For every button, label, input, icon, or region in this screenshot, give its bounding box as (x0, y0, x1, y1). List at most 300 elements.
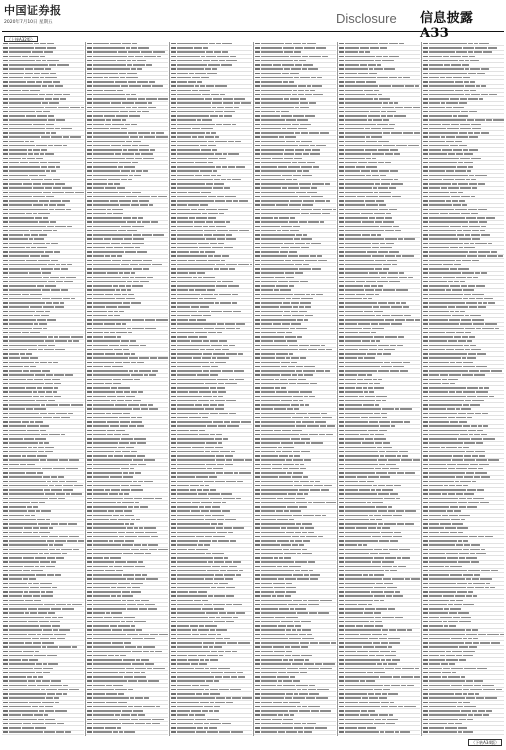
row-cell (213, 187, 223, 189)
row-text (9, 447, 27, 449)
row-cell (296, 366, 303, 368)
row-text (177, 81, 187, 83)
row-cell (380, 175, 386, 177)
row-number (3, 706, 8, 708)
row-text (93, 124, 104, 126)
row-number (3, 43, 8, 45)
row-cell (192, 502, 200, 504)
row-number (87, 107, 92, 109)
row-number (87, 489, 92, 491)
row-cell (116, 353, 123, 355)
row-text (9, 481, 46, 483)
row-cell (138, 391, 143, 393)
row-text (93, 481, 132, 483)
row-cell (56, 493, 65, 495)
row-number (87, 417, 92, 419)
row-cell (289, 345, 298, 347)
row-cell (48, 400, 55, 402)
row-text (345, 353, 366, 355)
row-cell (374, 383, 380, 385)
row-number (339, 570, 344, 572)
row-text (345, 370, 377, 372)
row-cell (23, 723, 31, 725)
row-cell (219, 60, 225, 62)
row-text (261, 340, 273, 342)
row-number (87, 319, 92, 321)
row-text (261, 570, 294, 572)
row-text (9, 192, 42, 194)
row-text (9, 570, 22, 572)
row-cell (374, 515, 381, 517)
row-text (177, 196, 207, 198)
row-cell (121, 243, 131, 245)
row-cell (294, 723, 301, 725)
row-cell (42, 468, 52, 470)
row-cell (39, 502, 45, 504)
row-cell (58, 689, 68, 691)
row-text (93, 332, 103, 334)
row-cell (378, 345, 389, 347)
row-text (9, 498, 48, 500)
row-cell (231, 421, 240, 423)
row-cell (207, 731, 218, 733)
row-text (261, 77, 293, 79)
row-cell (378, 149, 389, 151)
row-number (87, 400, 92, 402)
row-cell (374, 595, 385, 597)
row-text (9, 697, 45, 699)
row-cell (376, 489, 381, 491)
row-cell (479, 43, 489, 45)
row-number (339, 289, 344, 291)
row-cell (327, 425, 335, 427)
row-number (339, 379, 344, 381)
row-cell (120, 421, 130, 423)
row-cell (156, 132, 164, 134)
row-cell (358, 727, 366, 729)
row-number (87, 213, 92, 215)
row-cell (390, 540, 398, 542)
row-cell (280, 306, 292, 308)
row-cell (291, 357, 299, 359)
row-cell (125, 124, 130, 126)
row-cell (134, 544, 141, 546)
row-cell (375, 625, 383, 627)
row-text (261, 434, 299, 436)
row-number (87, 455, 92, 457)
row-cell (303, 370, 315, 372)
row-cell (105, 255, 110, 257)
row-text (345, 544, 357, 546)
row-cell (281, 374, 291, 376)
row-text (261, 668, 286, 670)
row-cell (124, 493, 129, 495)
row-cell (318, 260, 327, 262)
row-cell (33, 391, 37, 393)
row-text (177, 268, 213, 270)
row-cell (205, 136, 214, 138)
row-cell (132, 638, 143, 640)
row-text (93, 357, 128, 359)
row-cell (225, 651, 231, 653)
row-cell (158, 357, 168, 359)
row-cell (48, 281, 55, 283)
row-cell (112, 119, 121, 121)
row-cell (127, 328, 131, 330)
row-cell (283, 468, 288, 470)
row-cell (152, 719, 164, 721)
row-cell (399, 277, 407, 279)
row-number (3, 489, 8, 491)
row-number (3, 141, 8, 143)
row-text (345, 319, 384, 321)
row-number (3, 485, 8, 487)
row-text (345, 532, 380, 534)
row-cell (41, 166, 47, 168)
row-text (345, 47, 359, 49)
row-cell (300, 536, 305, 538)
row-cell (301, 655, 312, 657)
row-cell (233, 459, 244, 461)
row-cell (114, 247, 123, 249)
row-cell (380, 651, 390, 653)
row-cell (59, 629, 70, 631)
row-text (177, 502, 191, 504)
row-cell (122, 379, 133, 381)
row-cell (112, 238, 123, 240)
row-cell (126, 668, 134, 670)
row-cell (380, 676, 392, 678)
row-cell (34, 238, 44, 240)
row-text (9, 625, 39, 627)
row-cell (356, 625, 363, 627)
row-cell (219, 612, 226, 614)
row-text (93, 523, 124, 525)
row-number (87, 651, 92, 653)
row-number (171, 689, 176, 691)
row-cell (375, 183, 380, 185)
listing-row (2, 731, 84, 735)
row-number (87, 145, 92, 147)
row-number (87, 85, 92, 87)
row-number (255, 731, 260, 733)
row-cell (308, 604, 319, 606)
row-cell (130, 523, 134, 525)
row-cell (120, 515, 124, 517)
row-cell (70, 136, 81, 138)
row-text (177, 319, 188, 321)
row-cell (300, 434, 308, 436)
row-text (93, 302, 122, 304)
row-cell (322, 56, 328, 58)
row-cell (195, 332, 207, 334)
row-cell (106, 702, 117, 704)
row-number (3, 328, 8, 330)
row-cell (58, 107, 69, 109)
row-cell (310, 578, 318, 580)
row-text (9, 430, 26, 432)
row-cell (41, 591, 45, 593)
row-text (177, 132, 205, 134)
row-cell (126, 447, 134, 449)
row-text (93, 566, 108, 568)
row-cell (274, 340, 286, 342)
row-text (345, 166, 355, 168)
row-cell (132, 217, 137, 219)
row-cell (36, 111, 42, 113)
row-number (339, 298, 344, 300)
row-cell (289, 455, 293, 457)
row-cell (191, 710, 201, 712)
row-cell (360, 714, 369, 716)
row-text (177, 281, 216, 283)
row-cell (389, 77, 397, 79)
row-cell (107, 209, 111, 211)
row-cell (113, 617, 123, 619)
row-cell (152, 85, 163, 87)
row-number (3, 659, 8, 661)
row-cell (408, 145, 419, 147)
row-cell (129, 472, 134, 474)
row-cell (49, 549, 55, 551)
row-number (87, 506, 92, 508)
row-cell (375, 468, 381, 470)
row-cell (130, 340, 136, 342)
row-number (87, 340, 92, 342)
row-text (345, 604, 357, 606)
row-cell (283, 566, 288, 568)
row-text (9, 523, 37, 525)
row-number (171, 340, 176, 342)
row-number (255, 119, 260, 121)
row-cell (378, 370, 389, 372)
row-cell (105, 124, 111, 126)
row-text (93, 557, 103, 559)
row-cell (212, 357, 216, 359)
row-cell (368, 387, 373, 389)
row-text (177, 608, 201, 610)
row-text (9, 98, 44, 100)
row-cell (322, 209, 332, 211)
row-text (9, 600, 24, 602)
row-cell (127, 289, 131, 291)
row-number (171, 90, 176, 92)
row-number (255, 289, 260, 291)
row-cell (55, 349, 65, 351)
row-cell (402, 455, 408, 457)
row-cell (293, 515, 302, 517)
row-text (9, 604, 43, 606)
row-cell (235, 141, 241, 143)
row-cell (391, 306, 402, 308)
row-cell (301, 570, 308, 572)
row-number (171, 238, 176, 240)
row-text (261, 387, 274, 389)
row-cell (54, 634, 66, 636)
listing-column (253, 42, 336, 736)
row-text (93, 162, 118, 164)
row-number (87, 566, 92, 568)
row-text (93, 268, 132, 270)
row-cell (386, 595, 392, 597)
row-cell (116, 391, 123, 393)
row-cell (379, 209, 388, 211)
row-text (261, 217, 273, 219)
row-cell (289, 251, 297, 253)
row-text (345, 685, 383, 687)
row-text (261, 706, 296, 708)
row-cell (105, 570, 115, 572)
row-number (3, 638, 8, 640)
row-cell (385, 455, 396, 457)
row-cell (123, 553, 133, 555)
row-number (255, 200, 260, 202)
row-cell (61, 417, 70, 419)
row-number (255, 651, 260, 653)
row-cell (218, 404, 224, 406)
row-cell (56, 557, 64, 559)
row-cell (33, 396, 39, 398)
row-cell (133, 238, 144, 240)
row-cell (204, 544, 210, 546)
row-cell (200, 659, 204, 661)
row-text (261, 315, 282, 317)
row-cell (23, 578, 28, 580)
row-text (261, 600, 292, 602)
row-text (9, 629, 42, 631)
row-number (255, 413, 260, 415)
row-cell (294, 60, 298, 62)
row-text (345, 145, 382, 147)
row-cell (192, 634, 199, 636)
row-cell (273, 64, 281, 66)
row-number (87, 226, 92, 228)
row-number (3, 115, 8, 117)
row-cell (204, 234, 212, 236)
row-cell (204, 727, 208, 729)
row-number (171, 281, 176, 283)
row-cell (48, 612, 55, 614)
row-text (177, 298, 198, 300)
row-cell (216, 285, 227, 287)
row-cell (206, 56, 216, 58)
row-cell (29, 162, 39, 164)
row-number (3, 366, 8, 368)
row-cell (405, 85, 414, 87)
row-cell (149, 549, 157, 551)
row-number (255, 179, 260, 181)
row-number (171, 370, 176, 372)
row-number (3, 421, 8, 423)
row-cell (290, 328, 295, 330)
row-cell (44, 179, 52, 181)
row-cell (33, 583, 39, 585)
row-number (339, 204, 344, 206)
row-cell (25, 141, 29, 143)
row-text (9, 638, 31, 640)
row-number (423, 107, 428, 109)
row-cell (308, 561, 315, 563)
row-cell (34, 315, 40, 317)
row-cell (200, 251, 204, 253)
row-number (87, 238, 92, 240)
row-cell (214, 595, 225, 597)
row-cell (54, 336, 58, 338)
row-cell (110, 476, 122, 478)
row-number (339, 591, 344, 593)
row-cell (285, 43, 292, 45)
row-text (9, 383, 44, 385)
row-cell (31, 247, 36, 249)
row-number (3, 175, 8, 177)
row-number (339, 472, 344, 474)
row-text (93, 336, 103, 338)
row-number (87, 438, 92, 440)
row-cell (128, 404, 139, 406)
row-cell (308, 668, 319, 670)
row-cell (358, 357, 363, 359)
row-cell (123, 149, 127, 151)
row-cell (374, 587, 386, 589)
row-text (9, 672, 35, 674)
row-cell (392, 578, 404, 580)
row-cell (370, 553, 378, 555)
row-text (93, 47, 125, 49)
row-number (255, 247, 260, 249)
row-cell (211, 366, 218, 368)
row-cell (395, 107, 403, 109)
row-cell (33, 506, 38, 508)
row-number (3, 56, 8, 58)
row-cell (223, 124, 231, 126)
row-text (261, 697, 284, 699)
row-cell (374, 68, 383, 70)
row-cell (378, 251, 388, 253)
row-cell (235, 379, 244, 381)
row-cell (368, 710, 375, 712)
row-number (3, 510, 8, 512)
row-cell (34, 600, 41, 602)
row-cell (141, 51, 152, 53)
row-cell (33, 196, 45, 198)
row-cell (401, 302, 406, 304)
row-cell (199, 625, 204, 627)
row-text (93, 323, 103, 325)
row-cell (279, 557, 283, 559)
row-cell (302, 549, 307, 551)
row-number (87, 230, 92, 232)
row-number (339, 387, 344, 389)
row-cell (232, 651, 237, 653)
row-cell (142, 234, 152, 236)
row-cell (35, 566, 39, 568)
row-cell (225, 578, 233, 580)
row-cell (375, 260, 386, 262)
row-number (339, 192, 344, 194)
row-number (87, 451, 92, 453)
row-number (171, 243, 176, 245)
row-cell (49, 209, 54, 211)
row-cell (113, 213, 123, 215)
row-text (9, 323, 33, 325)
row-cell (230, 56, 236, 58)
row-cell (36, 400, 47, 402)
row-cell (226, 60, 237, 62)
row-cell (48, 145, 53, 147)
row-cell (123, 302, 130, 304)
row-text (261, 625, 277, 627)
row-cell (299, 400, 303, 402)
